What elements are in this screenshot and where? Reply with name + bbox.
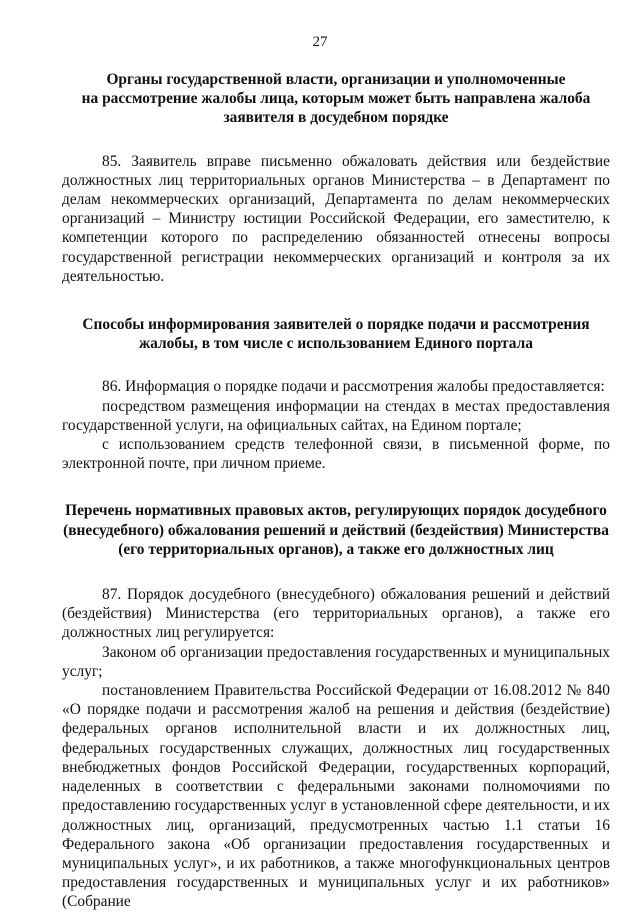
heading-line: жалобы, в том числе с использованием Единого портала [139,335,533,353]
heading-line: Перечень нормативных правовых актов, регулирующих порядок досудебного [65,502,607,520]
heading-complaint-bodies [62,70,610,128]
paragraph-87-law: Законом об организации предоставления государственных и муниципальных услуг; [62,643,610,680]
page-content [62,70,610,912]
paragraph-87-decree: постановлением Правительства Российской Федерации от 16.08.2012 № 840 «О порядке подачи и рассмотрения жалоб на решения и действия (бездействие) федеральных органов исполнительной власти и их должностных лиц, федеральных государственных служащих, должностных лиц государственных внебюджетных фондов Российской Федерации, государственных корпораций, наделенных в соответствии с федеральными законами полномочиями по предоставлению государственных услуг в установленной сфере деятельности, и их должностных лиц, организаций, предусмотренных частью 1.1 статьи 16 Федерального закона «Об организации предоставления государственных и муниципальных услуг», и их работников, а также многофункциональных центров предоставления государственных и муниципальных услуг и их работников» (Собрание [62,682,610,911]
paragraph-87: 87. Порядок досудебного (внесудебного) обжалования решений и действий (бездействия) Министерства (его территориальных органов), а также его должностных лиц регулируется: [62,586,610,642]
page-number: 27 [312,34,328,50]
heading-line: (внесудебного) обжалования решений и действий (бездействия) Министерства [63,521,609,539]
heading-legal-acts [62,501,610,559]
heading-line: Органы государственной власти, организации и уполномоченные [106,71,566,88]
heading-line: заявителя в досудебном порядке [223,109,449,127]
heading-line: на рассмотрение жалобы лица, которым может быть направлена жалоба [81,90,591,108]
paragraph-86-phone: с использованием средств телефонной связи, в письменной форме, по электронной почте, при личном приеме. [62,436,610,473]
heading-line: (его территориальных органов), а также его должностных лиц [118,540,554,558]
paragraph-85: 85. Заявитель вправе письменно обжаловать действия или бездействие должностных лиц территориальных органов Министерства – в Департамент по делам некоммерческих организаций, Департамента по делам некоммерческих организаций – Министру юстиции Российской Федерации, его заместителю, к компетенции которого по распределению обязанностей отнесены вопросы государственной регистрации некоммерческих организаций и контроля за их деятельностью. [62,152,610,285]
heading-informing-methods [62,315,610,353]
heading-line: Способы информирования заявителей о порядке подачи и рассмотрения [82,316,590,334]
paragraph-86: 86. Информация о порядке подачи и рассмотрения жалобы предоставляется: [102,378,605,396]
paragraph-86-stands: посредством размещения информации на стендах в местах предоставления государственной услуги, на официальных сайтах, на Едином портале; [62,397,610,434]
